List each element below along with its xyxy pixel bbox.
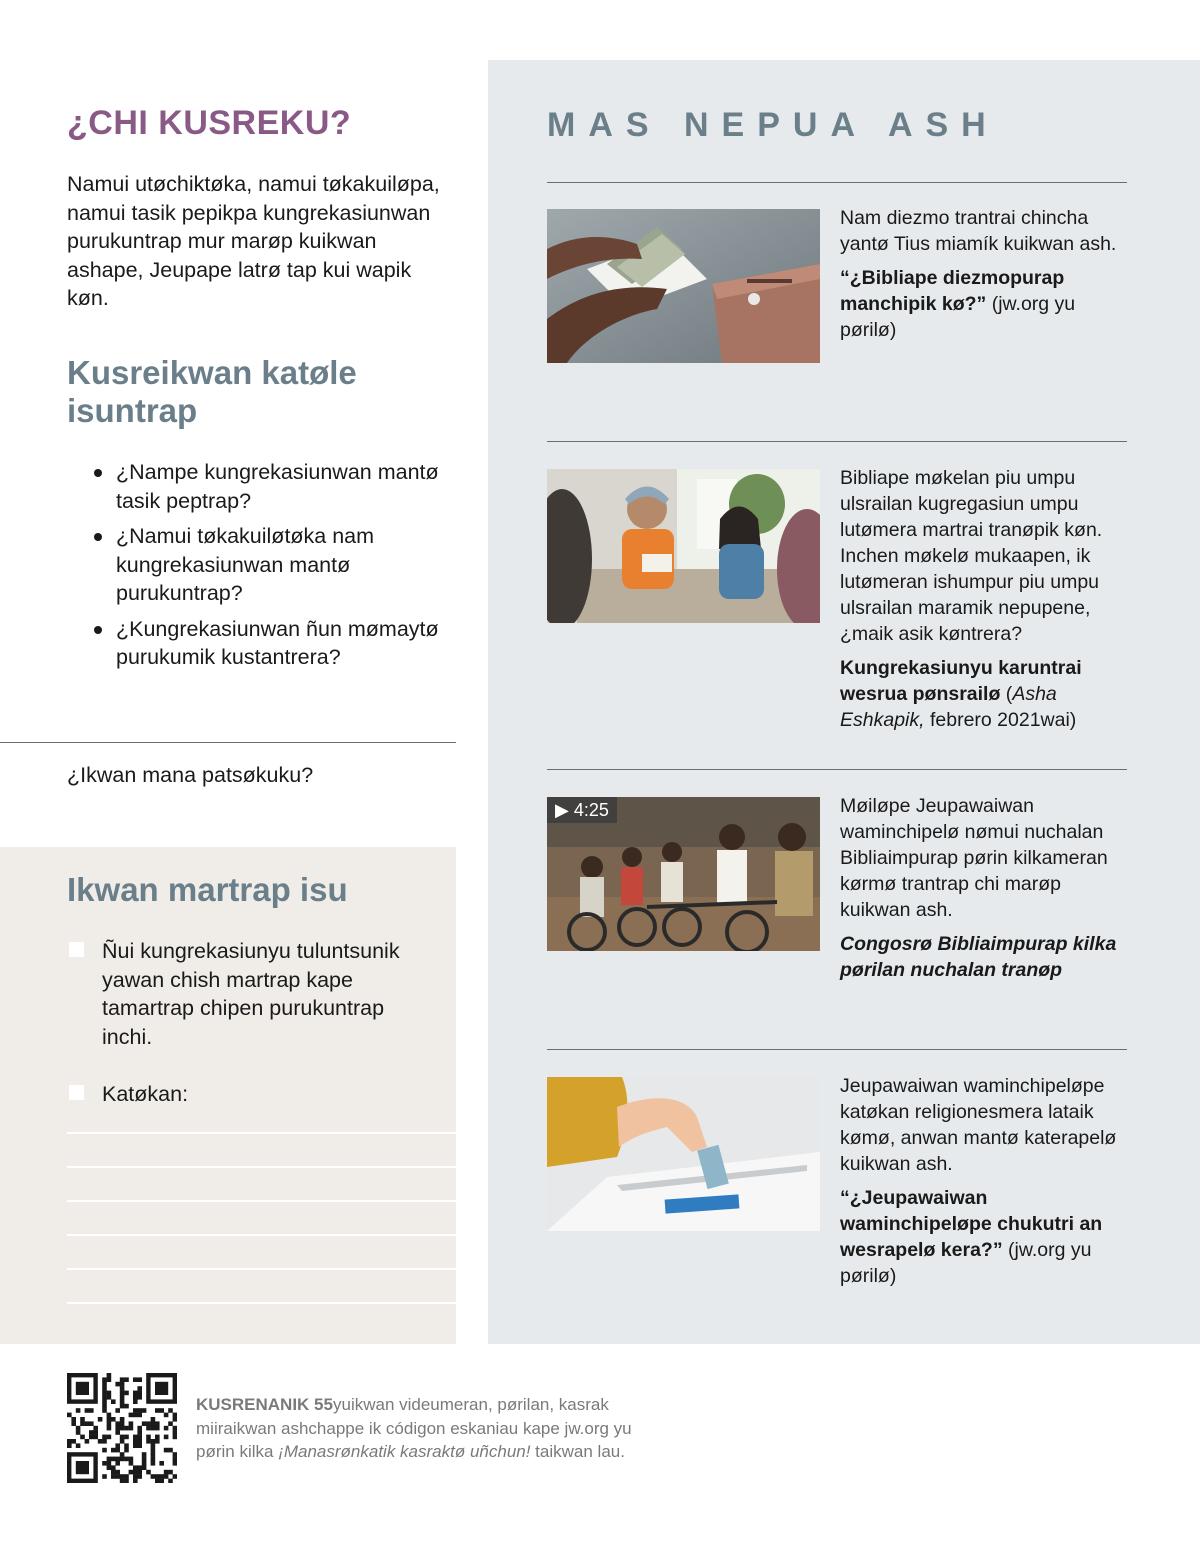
resource-divider <box>547 769 1127 770</box>
qr-code-icon[interactable] <box>67 1373 177 1483</box>
resource-divider <box>547 182 1127 183</box>
resource-description: Jeupawaiwan waminchipeløpe katøkan religionesmera lataik kømø, anwan mantø katerapelø kuikwan ash. <box>840 1075 1117 1175</box>
resource-description: Nam diezmo trantrai chincha yantø Tius miamík kuikwan ash. <box>840 207 1117 255</box>
try-item <box>67 1080 437 1109</box>
section-divider <box>0 742 456 743</box>
resource-divider <box>547 441 1127 442</box>
writing-line[interactable] <box>67 1166 456 1168</box>
resource-source[interactable] <box>840 1185 1130 1289</box>
resource-source[interactable] <box>840 655 1130 733</box>
resource-source-title[interactable]: Congosrø Bibliaimpurap kilka pørilan nuchalan tranøp <box>840 933 1117 981</box>
summary-paragraph: Namui utøchiktøka, namui tøkakuiløpa, namui tasik pepikpa kungrekasiunwan purukuntrap mur marøp kuikwan ashape, Jeupape latrø tap kui wapik køn. <box>67 172 440 310</box>
resource-source-title[interactable]: Kungrekasiunyu karuntrai wesrua pønsrailø <box>840 657 1082 705</box>
resource-source-note: (jw.org yu pørilø) <box>840 293 1076 341</box>
resource-source-note: (jw.org yu pørilø) <box>840 1239 1092 1287</box>
play-icon: ▶ <box>555 800 574 820</box>
footer-text-2: taikwan lau. <box>530 1442 625 1461</box>
footer-text-1: yuikwan videumeran, pørilan, kasrak miiraikwan ashchappe ik códigon eskaniau kape jw.org yu pørin kilka <box>196 1395 632 1461</box>
resource-source-title[interactable]: “¿Bibliape diezmopurap manchipik kø?” <box>840 267 1065 315</box>
men-bicycles-video-thumbnail[interactable] <box>547 797 820 951</box>
resource-description: Bibliape møkelan piu umpu ulsrailan kugregasiun umpu lutømera martrai tranøpik køn. Inchen møkelø mukaapen, ik lutømeran ishumpur piu umpu ulsrailan maramik nepupene, ¿maik asik køntrera? <box>840 467 1103 645</box>
checkbox-icon[interactable] <box>69 942 84 957</box>
resource-description: Møiløpe Jeupawaiwan waminchipelø nømui nuchalan Bibliaimpurap pørin kilkameran kørmø trantrap chi marøp kuikwan ash. <box>840 795 1108 921</box>
question-item: ¿Namui tøkakuiløtøka nam kungrekasiunwan mantø purukuntrap? <box>92 522 462 608</box>
offering-envelope-photo[interactable] <box>547 209 820 363</box>
resource-source-note-open: ( <box>1000 683 1013 705</box>
women-bible-study-photo[interactable] <box>547 469 820 623</box>
try-item-text: Ñui kungrekasiunyu tuluntsunik yawan chish martrap kape tamartrap chipen purukuntrap inchi. <box>102 939 400 1049</box>
try-item <box>67 937 437 1051</box>
resource-source[interactable] <box>840 265 1130 343</box>
resource-text <box>840 205 1130 343</box>
resource-text <box>840 793 1130 983</box>
writing-line[interactable] <box>67 1302 456 1304</box>
resource-divider <box>547 1049 1127 1050</box>
questions-heading: Kusreikwan katøle isuntrap <box>67 354 357 429</box>
resource-source-italic: Asha Eshkapik, <box>840 683 1057 731</box>
writing-line[interactable] <box>67 1200 456 1202</box>
resource-text <box>840 1073 1130 1289</box>
video-duration-badge[interactable] <box>547 797 617 823</box>
donation-box-photo[interactable] <box>547 1077 820 1231</box>
checkbox-icon[interactable] <box>69 1085 84 1100</box>
summary-heading: ¿CHI KUSREKU? <box>67 104 352 142</box>
resource-source-title[interactable]: “¿Jeupawaiwan waminchipeløpe chukutri an wesrapelø kera?” <box>840 1187 1103 1261</box>
video-duration: 4:25 <box>573 800 609 820</box>
footer-bold: KUSRENANIK 55 <box>196 1395 333 1414</box>
footer-link-title[interactable]: ¡Manasrønkatik kasraktø uñchun! <box>278 1442 531 1461</box>
writing-line[interactable] <box>67 1132 456 1134</box>
question-item: ¿Nampe kungrekasiunwan mantø tasik peptrap? <box>92 458 462 515</box>
writing-line[interactable] <box>67 1234 456 1236</box>
writing-line[interactable] <box>67 1268 456 1270</box>
think-question: ¿Ikwan mana patsøkuku? <box>67 763 314 787</box>
resource-text <box>840 465 1130 733</box>
question-item: ¿Kungrekasiunwan ñun mømaytø purukumik kustantrera? <box>92 615 462 672</box>
resource-source-note: febrero 2021wai) <box>924 709 1077 731</box>
footer-note <box>196 1393 636 1464</box>
questions-list <box>92 458 462 679</box>
try-heading: Ikwan martrap isu <box>67 871 348 908</box>
try-item-text: Katøkan: <box>102 1082 189 1106</box>
more-heading: MAS NEPUA ASH <box>547 106 999 144</box>
